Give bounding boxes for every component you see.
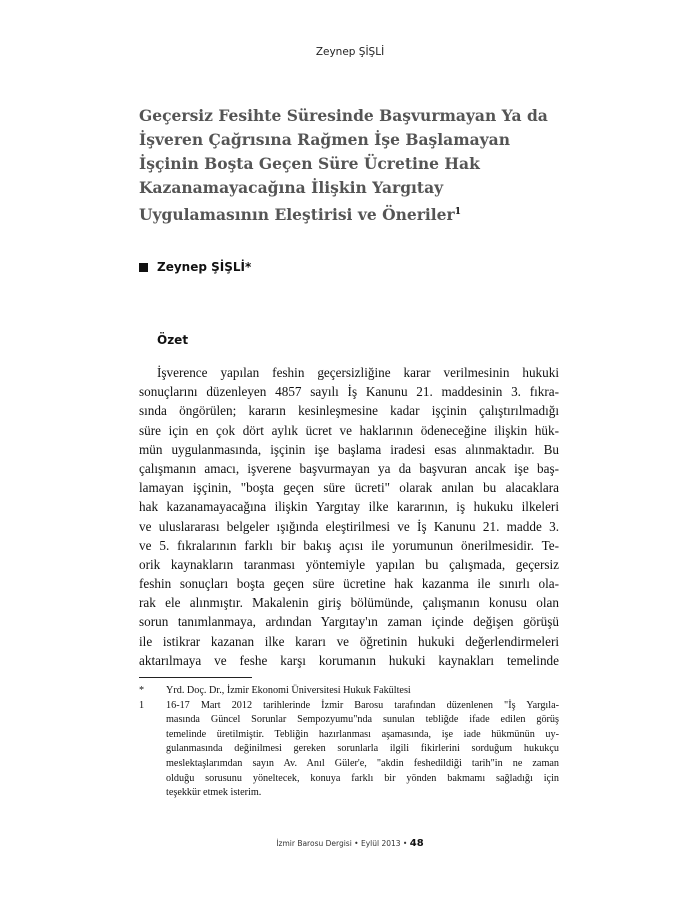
abstract-line: süre için en çok dört aylık ücret ve haklarının ödeneceğine ilişkin hük- xyxy=(139,422,559,438)
page-footer xyxy=(0,838,700,849)
footnotes xyxy=(139,684,559,801)
abstract-line: İşverence yapılan feshin geçersizliğine karar verilmesinin hukuki xyxy=(157,365,559,380)
footnote-line: temelinde üretilmiştir. Tebliğin hazırlanması aşamasında, işe iade hükmünün uy- xyxy=(166,728,559,740)
abstract-line: lamayan işçinin, "boşta geçen süre ücreti" olarak anılan bu alacaklara xyxy=(139,480,559,496)
abstract-line: ve uluslararası belgeler ışığında eleştirilmesi ve İş Kanunu 21. madde 3. xyxy=(139,518,559,534)
footnote-line: teşekkür etmek isterim. xyxy=(166,787,262,799)
footnote-line: meslektaşlarımdan sayın Av. Anıl Güler'e, "akdin feshedildiği tarih"in ne zaman xyxy=(166,757,559,769)
page-number: 48 xyxy=(409,838,424,849)
abstract-line: rak ele alınmıştır. Makalenin giriş bölümünde, çalışmanın konusu olan xyxy=(139,595,559,611)
abstract-line: çalışmanın amacı, işverene başvurmayan ya da başvuran ancak işe baş- xyxy=(139,460,559,476)
abstract-line: sında öngörülen; kararın kesinleşmesine kadar işçinin çalıştırılmadığı xyxy=(139,403,559,419)
abstract-line: hak kazanamayacağına ilişkin Yargıtay ilke kararının, iş hukuku ilkeleri xyxy=(139,499,559,515)
footnote-line: 16-17 Mart 2012 tarihlerinde İzmir Barosu tarafından düzenlenen "İş Yargıla- xyxy=(166,699,559,711)
author-line xyxy=(139,260,251,274)
article-title xyxy=(139,104,569,227)
article-title-text: Geçersiz Fesihte Süresinde Başvurmayan Ya da İşveren Çağrısına Rağmen İşe Başlamayan İşçinin Boşta Geçen Süre Ücretine Hak Kazanamayacağına İlişkin Yargıtay Uygulamasının Eleştirisi ve Öneriler xyxy=(139,106,548,225)
abstract-line: sorun tanımlanmaya, ardından Yargıtay'ın zaman içinde değişen görüşü xyxy=(139,614,559,630)
journal-name: İzmir Barosu Dergisi • Eylül 2013 • xyxy=(276,839,408,848)
abstract-line: feshin sonuçları boşta geçen süre ücretine hak kazanma ile sınırlı ola- xyxy=(139,576,559,592)
footnote-line: Yrd. Doç. Dr., İzmir Ekonomi Üniversitesi Hukuk Fakültesi xyxy=(166,685,411,696)
abstract-line: sonuçlarını düzenleyen 4857 sayılı İş Kanunu 21. maddesinin 3. fıkra- xyxy=(139,384,559,400)
footnote-mark: * xyxy=(139,685,145,696)
abstract-line: aktarılmaya ve feshe karşı korumanın hukuki kaynakları temelinde xyxy=(139,652,559,668)
footnote-line: gulanmasında değinilmesi gereken sorunlarla ilgili fikirlerini sorduğum hukukçu xyxy=(166,743,559,755)
abstract-line: orik kaynakların taranması yöntemiyle yapılan bu çalışmada, geçersiz xyxy=(139,556,559,572)
abstract-line: ve 5. fıkralarının farklı bir bakış açısı ile yorumunun önerilmesidir. Te- xyxy=(139,537,559,553)
running-head: Zeynep ŞİŞLİ xyxy=(315,46,385,58)
abstract-line: ile istikrar kazanan ilke kararı ve öğretinin hukuki değerlendirmeleri xyxy=(139,633,559,649)
footnote-line: masında Güncel Sorunlar Sempozyumu"nda sunulan tebliğde ifade edilen görüş xyxy=(166,714,559,726)
footnote xyxy=(139,684,559,699)
footnote-line: olduğu sorusunu yöneltecek, konuya farklı bir yönden bakmamı sağladığı için xyxy=(166,772,559,784)
title-footnote-ref[interactable]: 1 xyxy=(454,207,461,217)
footnote xyxy=(139,699,559,801)
footnote-divider xyxy=(139,677,252,678)
footnote-mark: 1 xyxy=(139,699,145,711)
abstract-heading: Özet xyxy=(157,333,189,347)
abstract-body xyxy=(139,363,559,670)
square-bullet-icon xyxy=(139,263,148,272)
author-name: Zeynep ŞİŞLİ* xyxy=(157,260,252,274)
abstract-line: mün uygulanmasında, işçinin işe başlama iradesi esas alınmaktadır. Bu xyxy=(139,441,559,457)
